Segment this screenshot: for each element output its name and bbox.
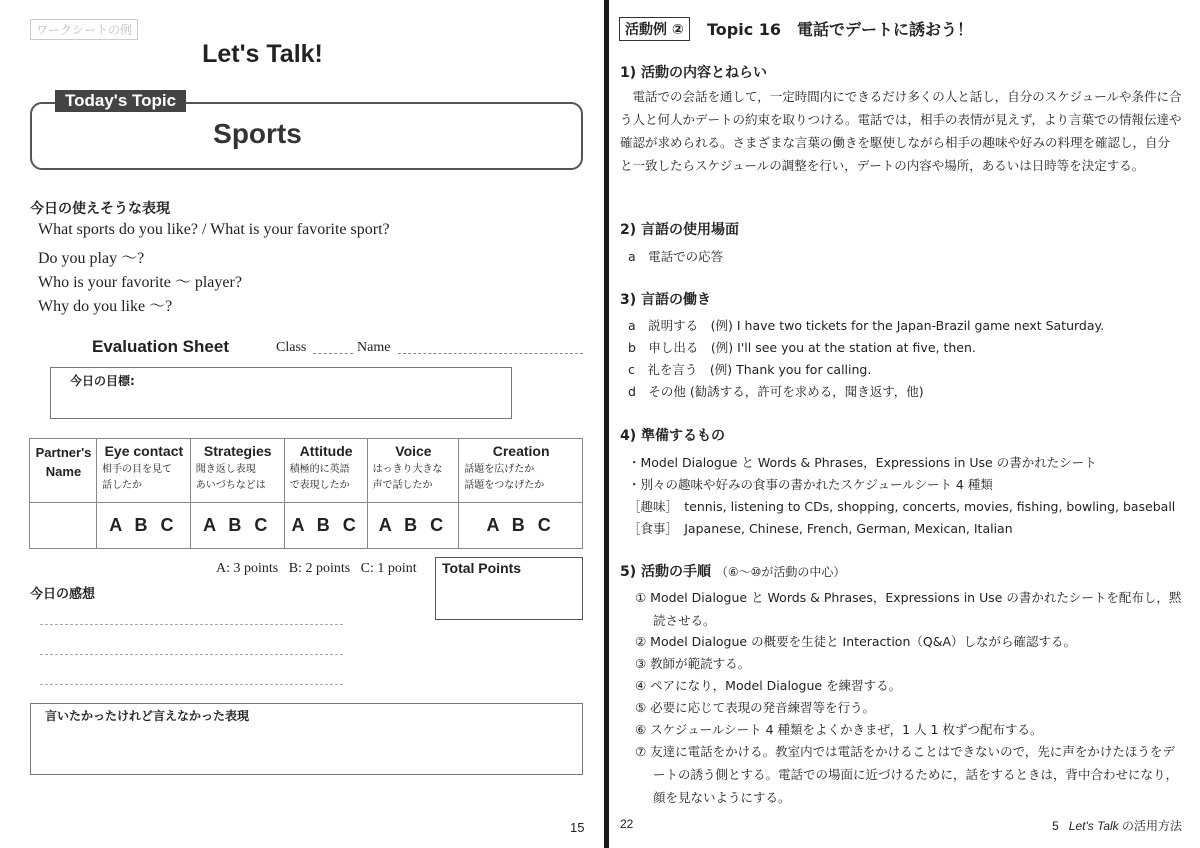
class-label: Class <box>276 340 307 355</box>
partner-header: Partner's Name <box>30 439 97 503</box>
procedure-step: ① Model Dialogue と Words & Phrases，Expressions in Use の書かれたシートを配布し，黙読させる。 <box>635 590 1182 628</box>
procedure-step: ⑦ 友達に電話をかける。教室内では電話をかけることはできないので，先に声をかけたほうをデートの誘う側とする。電話での場面に近づけるために，話をするときは，背中合わせになり，顔を見ないようにする。 <box>635 744 1179 805</box>
points-note: A: 3 points B: 2 points C: 1 point <box>216 561 417 576</box>
writing-line[interactable] <box>40 654 343 655</box>
list-item: a 電話での応答 <box>628 249 724 264</box>
grade-options[interactable]: A B C <box>190 503 284 549</box>
activity-title: Topic 16 電話でデートに誘おう！ <box>707 20 974 39</box>
worksheet-title: Let's Talk! <box>202 40 323 68</box>
section-subheading: （⑥～⑩が活動の中心） <box>715 565 846 579</box>
procedure-step: ⑥ スケジュールシート 4 種類をよくかきまぜ，1 人 1 枚ずつ配布する。 <box>635 722 1043 737</box>
name-field[interactable] <box>398 353 583 354</box>
criterion-header: Voice はっきり大きな 声で話したか <box>367 439 459 503</box>
section-heading: 1) 活動の内容とねらい <box>620 65 768 81</box>
expression-line: What sports do you like? / What is your favorite sport? <box>38 221 390 238</box>
topic-name: Sports <box>213 118 302 149</box>
list-item: d その他 (勧誘する，許可を求める，聞き返す，他) <box>628 384 924 399</box>
section-heading: 2) 言語の使用場面 <box>620 222 740 238</box>
grade-options[interactable]: A B C <box>459 503 583 549</box>
list-item: b 申し出る (例) I'll see you at the station at five, then. <box>628 340 976 355</box>
goal-label: 今日の目標: <box>70 374 135 388</box>
grade-options[interactable]: A B C <box>96 503 190 549</box>
expressions-heading: 今日の使えそうな表現 <box>30 201 170 217</box>
activity-label: 活動例 ② <box>619 17 690 41</box>
worksheet-label: ワークシートの例 <box>30 19 138 40</box>
criterion-header: Attitude 積極的に英語 で表現したか <box>284 439 367 503</box>
list-item: a 説明する (例) I have two tickets for the Japan-Brazil game next Saturday. <box>628 318 1105 333</box>
name-label: Name <box>357 340 391 355</box>
list-item: ［趣味］ tennis, listening to CDs, shopping, concerts, movies, fishing, bowling, baseball <box>628 499 1176 514</box>
section-heading: 3) 言語の働き <box>620 292 712 308</box>
class-field[interactable] <box>313 353 353 354</box>
footer-title-italic: Let's Talk <box>1068 819 1119 833</box>
procedure-step: ⑤ 必要に応じて表現の発音練習等を行う。 <box>635 700 876 715</box>
section-heading: 4) 準備するもの <box>620 428 726 444</box>
table-header-row <box>30 439 583 503</box>
expression-line: Do you play ～? <box>38 250 145 267</box>
list-item: ・Model Dialogue と Words & Phrases，Expressions in Use の書かれたシート <box>628 455 1097 470</box>
writing-line[interactable] <box>40 624 343 625</box>
list-item: ・別々の趣味や好みの食事の書かれたスケジュールシート 4 種類 <box>628 477 993 492</box>
criterion-header: Strategies 聞き返し表現 あいづちなどは <box>190 439 284 503</box>
page-number: 22 <box>620 817 634 831</box>
unsaid-expressions-label: 言いたかったけれど言えなかった表現 <box>45 709 250 723</box>
writing-line[interactable] <box>40 684 343 685</box>
evaluation-table <box>29 438 583 549</box>
page-footer <box>1052 817 1182 834</box>
procedure-step: ③ 教師が範読する。 <box>635 656 751 671</box>
criterion-header: Creation 話題を広げたか 話題をつなげたか <box>459 439 583 503</box>
evaluation-title: Evaluation Sheet <box>92 337 229 356</box>
list-item: ［食事］ Japanese, Chinese, French, German, Mexican, Italian <box>628 521 1013 536</box>
section-heading: 5) 活動の手順 （⑥～⑩が活動の中心） <box>620 564 846 580</box>
procedure-step: ② Model Dialogue の概要を生徒と Interaction（Q&A）しながら確認する。 <box>635 634 1077 649</box>
topic-tab: Today's Topic <box>55 90 186 112</box>
table-row <box>30 503 583 549</box>
impressions-label: 今日の感想 <box>30 587 96 602</box>
partner-name-cell[interactable] <box>30 503 97 549</box>
expression-line: Why do you like ～? <box>38 298 173 315</box>
expression-line: Who is your favorite ～ player? <box>38 274 242 291</box>
criterion-header: Eye contact 相手の目を見て 話したか <box>96 439 190 503</box>
right-page <box>609 0 1200 848</box>
grade-options[interactable]: A B C <box>367 503 459 549</box>
procedure-step: ④ ペアになり，Model Dialogue を練習する。 <box>635 678 902 693</box>
footer-chapter-number: 5 <box>1052 819 1059 833</box>
page-number: 15 <box>570 820 585 835</box>
footer-title-rest: の活用方法 <box>1118 819 1182 833</box>
list-item: c 礼を言う (例) Thank you for calling. <box>628 362 872 377</box>
grade-options[interactable]: A B C <box>284 503 367 549</box>
section-paragraph: 電話での会話を通して，一定時間内にできるだけ多くの人と話し，自分のスケジュールや条件に合う人と何人かデートの約束を取りつける。電話では，相手の表情が見えず，より言葉での情報伝達や確認が求められる。さまざまな言葉の働きを駆使しながら相手の趣味や好みの料理を確認し，自分と一致したらスケジュールの調整を行い，デートの内容や場所，あるいは日時等を決定する。 <box>620 89 1182 173</box>
total-points-label: Total Points <box>442 560 522 576</box>
